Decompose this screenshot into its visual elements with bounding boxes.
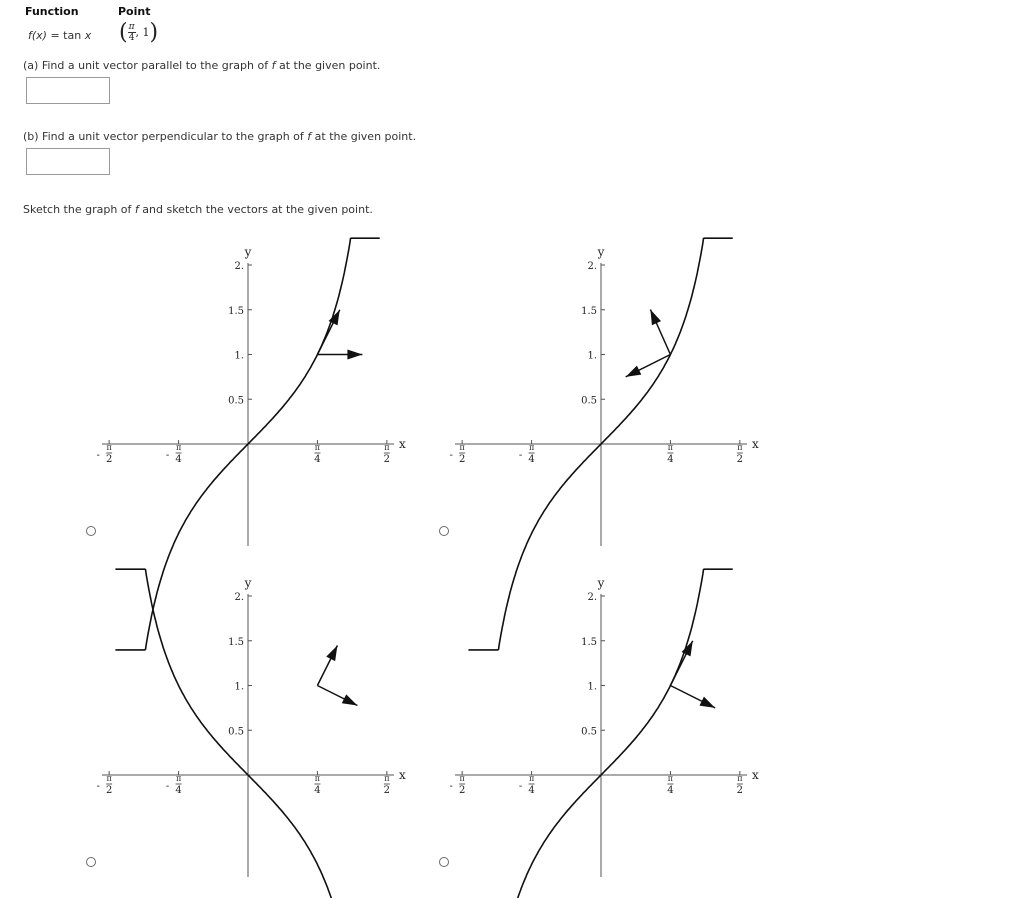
x-tick-num: π	[106, 443, 112, 452]
function-expression	[28, 29, 91, 42]
graph-option-3	[72, 567, 432, 877]
x-tick-den: 2	[736, 785, 744, 796]
y-tick-label: 1.5	[581, 305, 597, 317]
y-axis-label: y	[244, 576, 252, 590]
y-axis-label: y	[244, 245, 252, 259]
y-tick-label: 0.5	[581, 726, 597, 738]
option-3-radio[interactable]	[86, 857, 96, 867]
option-1-radio[interactable]	[86, 526, 96, 536]
vector-2-head	[342, 694, 358, 705]
point-header: Point	[118, 5, 151, 18]
x-tick-den: 2	[105, 454, 113, 465]
x-tick-num: π	[737, 774, 743, 783]
function-equals: = tan	[46, 29, 85, 42]
graph-option-1	[72, 236, 432, 546]
x-tick-den: 4	[175, 454, 182, 465]
y-tick-label: 0.5	[228, 726, 244, 738]
x-axis-label: x	[752, 437, 759, 451]
part-a-suffix: at the given point.	[275, 59, 381, 72]
x-tick-den: 4	[528, 454, 535, 465]
x-tick-den: 2	[458, 785, 466, 796]
x-tick-den: 2	[458, 454, 466, 465]
x-tick-minus: -	[518, 781, 523, 792]
point-value	[119, 20, 158, 45]
part-a-prompt	[23, 59, 380, 72]
x-tick-den: 4	[667, 454, 674, 465]
y-tick-label: 0.5	[581, 395, 597, 407]
point-x-num: π	[128, 22, 135, 32]
x-axis-label: x	[399, 768, 406, 782]
point-comma: ,	[135, 26, 143, 39]
y-tick-label: 1.	[587, 350, 597, 362]
point-x-fraction	[128, 22, 136, 43]
x-tick-num: π	[175, 774, 182, 783]
x-tick-minus: -	[518, 450, 523, 461]
x-tick-den: 4	[667, 785, 674, 796]
x-tick-den: 4	[314, 785, 321, 796]
x-axis-label: x	[752, 768, 759, 782]
part-b-text: (b) Find a unit vector perpendicular to the graph of	[23, 130, 308, 143]
x-tick-num: π	[459, 443, 465, 452]
x-axis-label: x	[399, 437, 406, 451]
vector-2-head	[626, 366, 642, 377]
x-tick-num: π	[667, 443, 674, 452]
graph-option-2	[425, 236, 785, 546]
y-tick-label: 2.	[587, 261, 597, 272]
x-tick-minus: -	[449, 781, 453, 792]
x-tick-num: π	[106, 774, 112, 783]
graph-option-4	[425, 567, 785, 877]
y-tick-label: 1.	[234, 350, 244, 362]
part-b-answer-input[interactable]	[26, 148, 110, 175]
option-2-radio[interactable]	[439, 526, 449, 536]
y-tick-label: 1.	[234, 681, 244, 693]
x-tick-minus: -	[449, 450, 453, 461]
y-tick-label: 0.5	[228, 395, 244, 407]
function-label: f(x)	[28, 29, 47, 42]
vector-2-head	[347, 350, 362, 360]
x-tick-den: 4	[314, 454, 321, 465]
x-tick-num: π	[528, 443, 535, 452]
x-tick-den: 2	[105, 785, 113, 796]
y-axis-label: y	[597, 576, 605, 590]
x-tick-den: 2	[736, 454, 744, 465]
sketch-f: f	[134, 203, 139, 216]
y-axis-label: y	[597, 245, 605, 259]
y-tick-label: 2.	[234, 261, 244, 272]
point-y: 1	[142, 26, 150, 39]
x-tick-den: 4	[175, 785, 182, 796]
x-tick-den: 4	[528, 785, 535, 796]
part-a-answer-input[interactable]	[26, 77, 110, 104]
y-tick-label: 1.5	[581, 636, 597, 648]
part-a-f: f	[271, 59, 276, 72]
x-tick-num: π	[384, 774, 390, 783]
option-4-radio[interactable]	[439, 857, 449, 867]
x-tick-minus: -	[165, 781, 170, 792]
function-header: Function	[25, 5, 79, 18]
function-variable: x	[84, 29, 92, 42]
part-b-prompt	[23, 130, 416, 143]
x-tick-minus: -	[165, 450, 170, 461]
sketch-suffix: and sketch the vectors at the given point.	[138, 203, 373, 216]
y-tick-label: 2.	[587, 592, 597, 603]
vector-1-head	[326, 646, 337, 662]
point-x-den: 4	[128, 33, 135, 43]
x-tick-num: π	[384, 443, 390, 452]
part-b-suffix: at the given point.	[311, 130, 417, 143]
vector-2-head	[699, 697, 715, 708]
x-tick-den: 2	[383, 454, 391, 465]
x-tick-minus: -	[96, 450, 100, 461]
y-tick-label: 1.5	[228, 305, 244, 317]
x-tick-num: π	[314, 443, 321, 452]
sketch-text: Sketch the graph of	[23, 203, 135, 216]
right-paren: )	[149, 20, 159, 45]
y-tick-label: 2.	[234, 592, 244, 603]
x-tick-minus: -	[96, 781, 100, 792]
x-tick-num: π	[459, 774, 465, 783]
x-tick-num: π	[667, 774, 674, 783]
x-tick-num: π	[528, 774, 535, 783]
part-a-text: (a) Find a unit vector parallel to the graph of	[23, 59, 272, 72]
y-tick-label: 1.5	[228, 636, 244, 648]
vector-1-head	[650, 310, 661, 326]
x-tick-num: π	[175, 443, 182, 452]
part-b-f: f	[307, 130, 312, 143]
sketch-prompt	[23, 203, 373, 216]
x-tick-num: π	[314, 774, 321, 783]
x-tick-num: π	[737, 443, 743, 452]
left-paren: (	[119, 20, 128, 45]
x-tick-den: 2	[383, 785, 391, 796]
y-tick-label: 1.	[587, 681, 597, 693]
